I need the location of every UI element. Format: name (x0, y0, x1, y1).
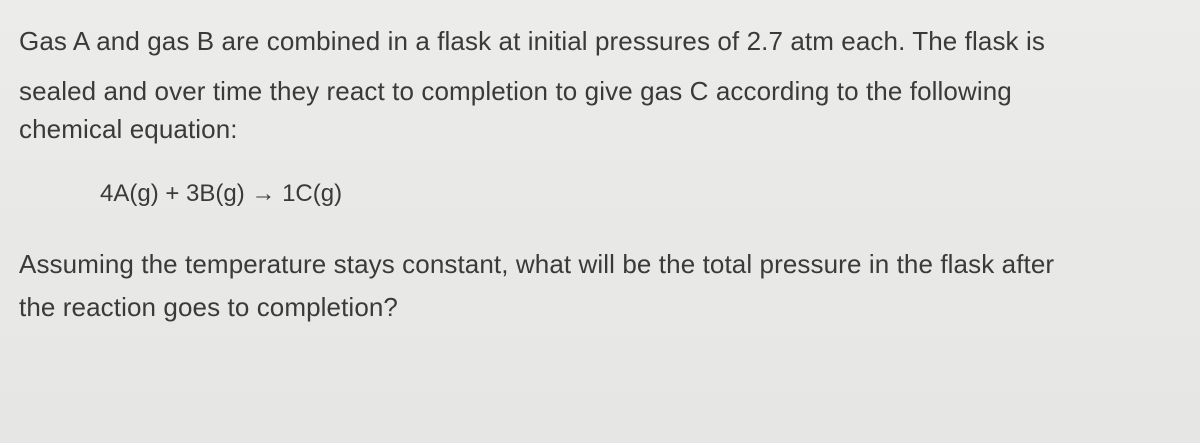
chemical-equation: 4A(g) + 3B(g) → 1C(g) (100, 180, 343, 207)
question-text-line-3: chemical equation: (19, 114, 238, 144)
question-text-line-1: Gas A and gas B are combined in a flask at initial pressures of 2.7 atm each. The flask is (19, 26, 1045, 56)
question-prompt-line-1: Assuming the temperature stays constant, what will be the total pressure in the flask after (19, 249, 1055, 279)
question-prompt-line-2: the reaction goes to completion? (19, 292, 398, 322)
question-text-line-2: sealed and over time they react to completion to give gas C according to the following (19, 76, 1012, 106)
